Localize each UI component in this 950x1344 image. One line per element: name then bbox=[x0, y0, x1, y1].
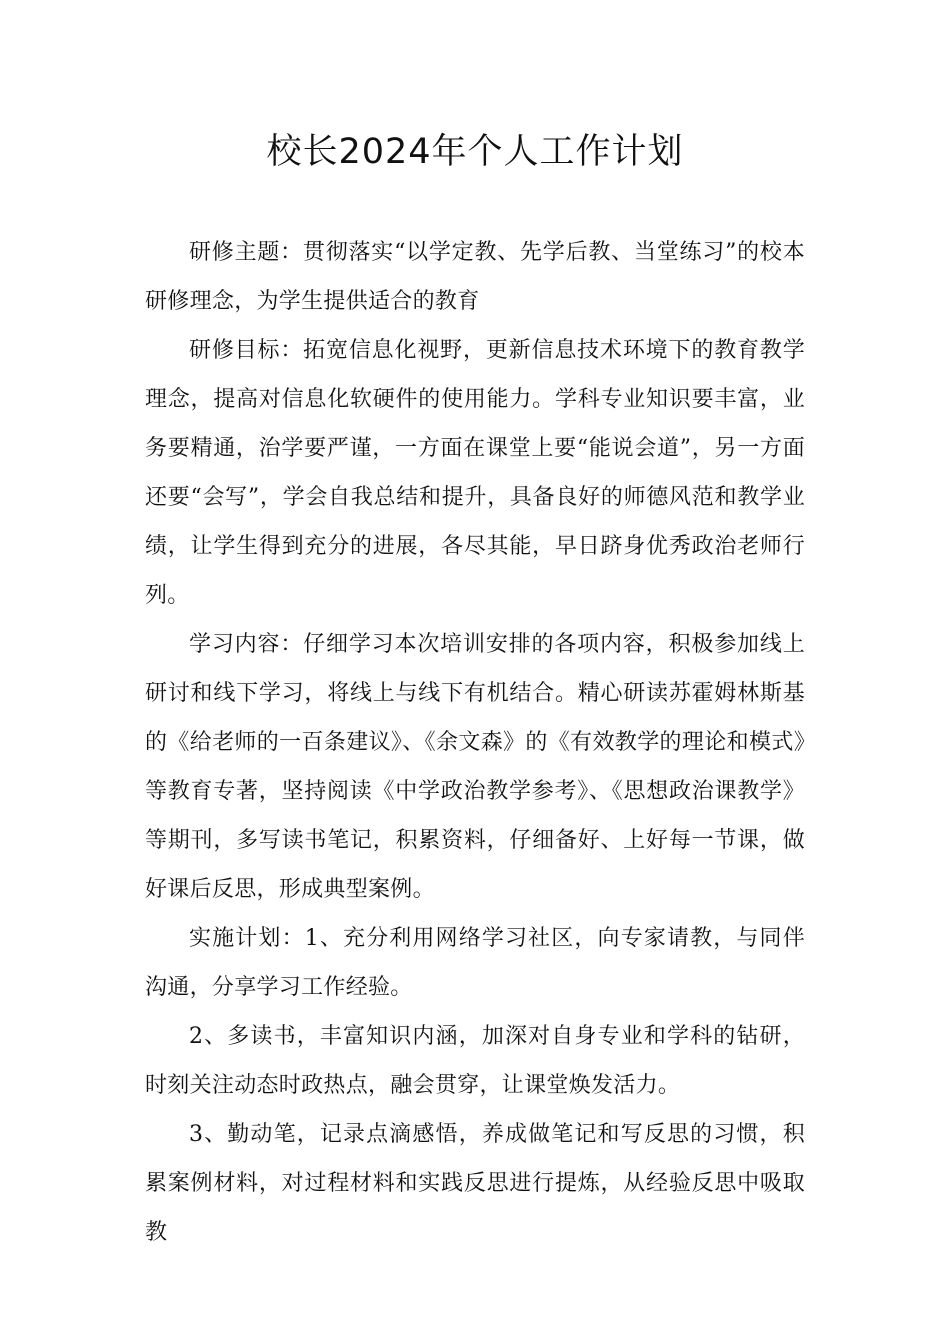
paragraph-plan-item-2: 2、多读书，丰富知识内涵，加深对自身专业和学科的钻研，时刻关注动态时政热点，融会贯穿，让课堂焕发活力。 bbox=[145, 1024, 805, 1098]
paragraph-implementation-plan: 实施计划：1、充分利用网络学习社区，向专家请教，与同伴沟通，分享学习工作经验。 bbox=[145, 926, 805, 1000]
paragraph-study-content: 学习内容：仔细学习本次培训安排的各项内容，积极参加线上研讨和线下学习，将线上与线下有机结合。精心研读苏霍姆林斯基的《给老师的一百条建议》、《余文森》的《有效教学的理论和模式》等教育专著，坚持阅读《中学政治教学参考》、《思想政治课教学》等期刊，多写读书笔记，积累资料，仔细备好、上好每一节课，做好课后反思，形成典型案例。 bbox=[145, 632, 805, 902]
document-title: 校长2024年个人工作计划 bbox=[266, 132, 684, 172]
paragraph-research-theme: 研修主题：贯彻落实“以学定教、先学后教、当堂练习”的校本研修理念，为学生提供适合的教育 bbox=[145, 240, 805, 314]
paragraph-research-goal: 研修目标：拓宽信息化视野，更新信息技术环境下的教育教学理念，提高对信息化软硬件的使用能力。学科专业知识要丰富，业务要精通，治学要严谨，一方面在课堂上要“能说会道”，另一方面还要“会写”，学会自我总结和提升，具备良好的师德风范和教学业绩，让学生得到充分的进展，各尽其能，早日跻身优秀政治老师行列。 bbox=[145, 338, 805, 608]
document-body bbox=[145, 228, 805, 1257]
paragraph-plan-item-3: 3、勤动笔，记录点滴感悟，养成做笔记和写反思的习惯，积累案例材料，对过程材料和实践反思进行提炼，从经验反思中吸取教 bbox=[145, 1122, 805, 1245]
